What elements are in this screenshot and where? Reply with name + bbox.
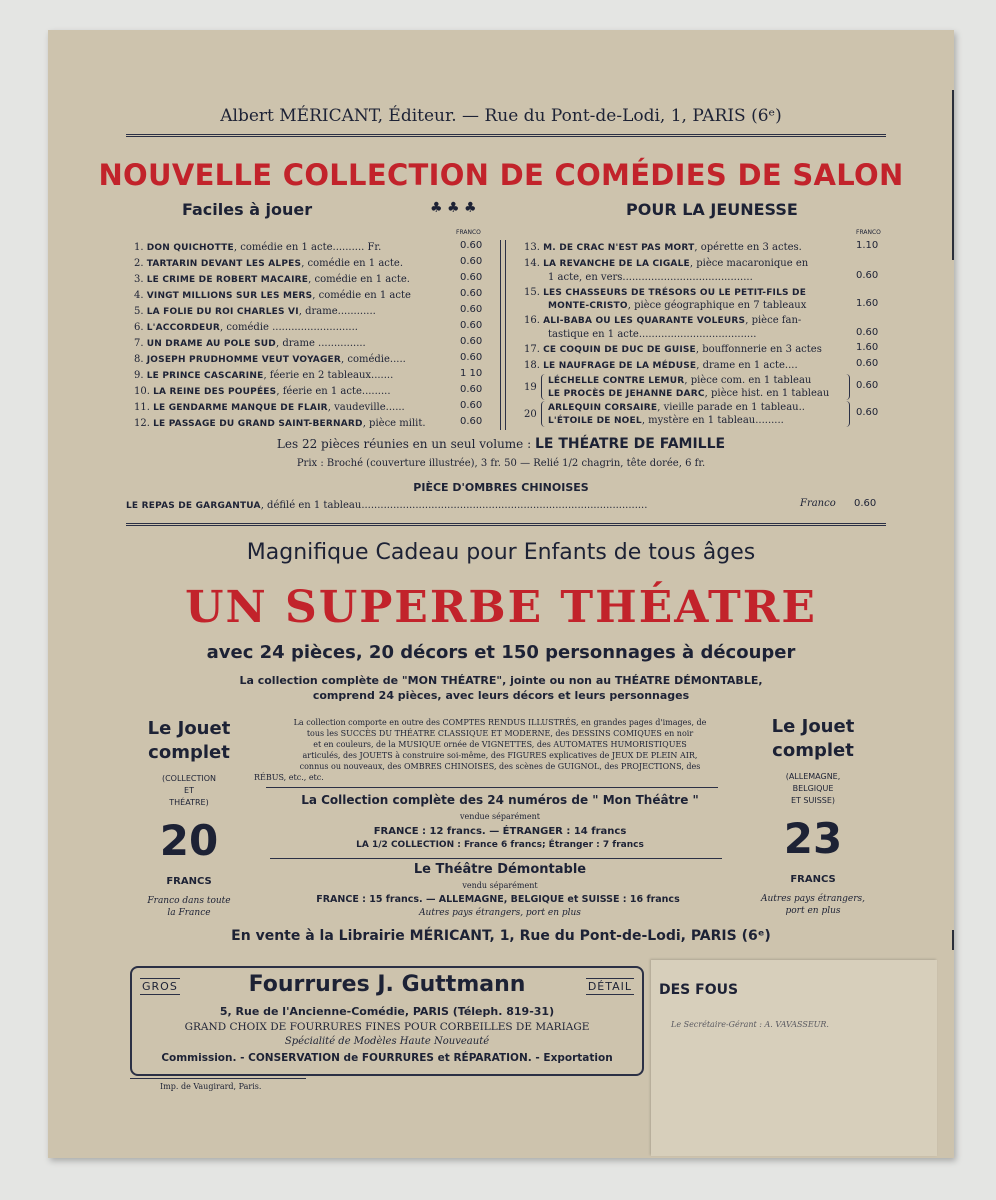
fur-line1: GRAND CHOIX DE FOURRURES FINES POUR CORBEILLES DE MARIAGE [184, 1021, 590, 1033]
gerant-line: Le Secrétaire-Gérant : A. VAVASSEUR. [671, 1020, 829, 1029]
list-item: 18. LE NAUFRAGE DE LA MÉDUSE, drame en 1 acte.... [524, 360, 798, 371]
list-item: 16. ALI-BABA OU LES QUARANTE VOLEURS, pièce fan- [524, 315, 802, 326]
list-item: L'ÉTOILE DE NOEL, mystère en 1 tableau......... [548, 415, 784, 426]
list-item-price: 0.60 [460, 304, 483, 315]
list-item-price: 0.60 [460, 352, 483, 363]
list-item: 1. DON QUICHOTTE, comédie en 1 acte.......... Fr. [134, 242, 382, 253]
desc-line: RÉBUS, etc., etc. [254, 773, 324, 782]
jouet-note: THÉATRE) [169, 798, 209, 807]
list-item: 11. LE GENDARME MANQUE DE FLAIR, vaudeville...... [134, 402, 405, 413]
price-note: Franco dans toute [147, 896, 231, 906]
list-item-price: 0.60 [856, 270, 879, 281]
list-item-price: 0.60 [460, 400, 483, 411]
list-item-price: 0.60 [856, 407, 879, 418]
list-item-price: 0.60 [460, 272, 483, 283]
list-item: 8. JOSEPH PRUDHOMME VEUT VOYAGER, comédie..... [134, 354, 406, 365]
collection-right-subtitle: POUR LA JEUNESSE [626, 200, 798, 219]
demontable-note: Autres pays étrangers, port en plus [419, 908, 581, 918]
half-collection-price: LA 1/2 COLLECTION : France 6 francs; Étranger : 7 francs [356, 840, 644, 850]
fur-line3: Commission. - CONSERVATION de FOURRURES et RÉPARATION. - Exportation [161, 1052, 613, 1064]
theatre-subline: avec 24 pièces, 20 décors et 150 personnages à découper [206, 642, 796, 663]
jouet-title: Le Jouet [147, 718, 231, 739]
collection-left-subtitle: Faciles à jouer [182, 200, 313, 219]
gros-label: GROS [142, 980, 178, 993]
list-item-number: 20 [524, 409, 537, 420]
jouet-note: BELGIQUE [792, 784, 834, 793]
list-item: 4. VINGT MILLIONS SUR LES MERS, comédie en 1 acte [134, 290, 411, 301]
fur-shop-name: Fourrures J. Guttmann [248, 972, 526, 997]
jouet-title-2: complet [148, 742, 230, 763]
theatre-collection-line2: comprend 24 pièces, avec leurs décors et leurs personnages [312, 689, 690, 702]
list-item-price: 0.60 [460, 320, 483, 331]
jouet-note: ET [184, 786, 194, 795]
gargantua-item: LE REPAS DE GARGANTUA, défilé en 1 tableau.......................................................................................... [126, 500, 648, 511]
brace-20-right [845, 401, 850, 427]
price-number: 20 [159, 816, 219, 865]
jouet-note: (ALLEMAGNE, [785, 772, 841, 781]
collection-price: FRANCE : 12 francs. — ÉTRANGER : 14 francs [373, 826, 627, 837]
list-item: 17. CE COQUIN DE DUC DE GUISE, bouffonnerie en 3 actes [524, 344, 822, 355]
price-note: la France [167, 908, 211, 918]
publisher-header: Albert MÉRICANT, Éditeur. — Rue du Pont-de-Lodi, 1, PARIS (6ᵉ) [220, 106, 782, 126]
list-item: 6. L'ACCORDEUR, comédie ........................... [134, 322, 358, 333]
list-item: LE PROCÈS DE JEHANNE DARC, pièce hist. en 1 tableau [548, 388, 830, 399]
magazine-back-cover [48, 30, 954, 1158]
list-item: 15. LES CHASSEURS DE TRÉSORS OU LE PETIT-FILS DE [524, 287, 807, 298]
price-currency: FRANCS [790, 874, 836, 885]
list-item-price: 0.60 [856, 380, 879, 391]
list-item-continued: 1 acte, en vers......................................... [548, 272, 753, 283]
list-item: 14. LA REVANCHE DE LA CIGALE, pièce macaronique en [524, 258, 809, 269]
ombres-title: PIÈCE D'OMBRES CHINOISES [413, 481, 589, 494]
price-currency: FRANCS [166, 876, 212, 887]
demontable-price: FRANCE : 15 francs. — ALLEMAGNE, BELGIQUE et SUISSE : 16 francs [316, 894, 680, 905]
list-item-price: 0.60 [460, 240, 483, 251]
jouet-title-2: complet [772, 740, 854, 761]
theatre-tagline: Magnifique Cadeau pour Enfants de tous âges [246, 540, 756, 565]
list-item: 5. LA FOLIE DU ROI CHARLES VI, drame............ [134, 306, 376, 317]
column-divider [500, 240, 506, 430]
list-item-number: 19 [524, 382, 537, 393]
list-item: 12. LE PASSAGE DU GRAND SAINT-BERNARD, pièce milit. [134, 418, 426, 429]
list-item: 9. LE PRINCE CASCARINE, féerie en 2 tableaux....... [134, 370, 394, 381]
collection-title-line: La Collection complète des 24 numéros de " Mon Théâtre " [301, 793, 699, 807]
list-item-price: 1.60 [856, 298, 879, 309]
list-item-price: 0.60 [856, 358, 879, 369]
price-note: port en plus [785, 906, 841, 916]
list-item-price: 0.60 [460, 384, 483, 395]
imprint: Imp. de Vaugirard, Paris. [160, 1082, 262, 1091]
list-item: 13. M. DE CRAC N'EST PAS MORT, opérette en 3 actes. [524, 242, 802, 253]
brace-19 [541, 374, 546, 400]
list-item-price: 1.60 [856, 342, 879, 353]
list-item: 10. LA REINE DES POUPÉES, féerie en 1 acte......... [134, 386, 391, 397]
pasted-label [651, 960, 937, 1156]
theatre-headline: UN SUPERBE THÉATRE [185, 582, 817, 633]
demontable-rule [270, 858, 722, 859]
detail-label: DÉTAIL [587, 980, 632, 993]
list-item: 2. TARTARIN DEVANT LES ALPES, comédie en 1 acte. [134, 258, 404, 269]
list-item-continued: MONTE-CRISTO, pièce géographique en 7 tableaux [548, 300, 807, 311]
fur-line2: Spécialité de Modèles Haute Nouveauté [284, 1036, 490, 1047]
list-item-price: 0.60 [460, 336, 483, 347]
sales-line: En vente à la Librairie MÉRICANT, 1, Rue du Pont-de-Lodi, PARIS (6ᵉ) [231, 928, 771, 944]
franco-label-right: FRANCO [856, 229, 881, 236]
desc-line: connus ou nouveaux, des OMBRES CHINOISES, des scènes de GUIGNOL, des PROJECTIONS, des [299, 762, 701, 771]
fur-address: 5, Rue de l'Ancienne-Comédie, PARIS (Téleph. 819-31) [219, 1005, 555, 1018]
price-note: Autres pays étrangers, [761, 894, 865, 904]
list-item: LÉCHELLE CONTRE LEMUR, pièce com. en 1 tableau [548, 375, 812, 386]
ornament-icon: ♣ ♣ ♣ [430, 200, 477, 216]
list-item: 7. UN DRAME AU POLE SUD, drame ............... [134, 338, 366, 349]
list-item-price: 1.10 [856, 240, 879, 251]
list-item-price: 0.60 [856, 327, 879, 338]
jouet-note: ET SUISSE) [790, 796, 836, 805]
collection-rule [266, 787, 718, 788]
prix-line: Prix : Broché (couverture illustrée), 3 fr. 50 — Relié 1/2 chagrin, tête dorée, 6 fr. [296, 458, 706, 469]
collection-sub: vendue séparément [460, 812, 540, 821]
list-item-price: 0.60 [460, 256, 483, 267]
franco-label-left: FRANCO [456, 229, 481, 236]
volume-line: Les 22 pièces réunies en un seul volume : LE THÉATRE DE FAMILLE [276, 436, 726, 452]
list-item-price: 0.60 [460, 288, 483, 299]
desc-line: La collection comporte en outre des COMPTES RENDUS ILLUSTRÉS, en grandes pages d'images, de [293, 718, 707, 727]
list-item-price: 1 10 [460, 368, 483, 379]
brace-19-right [845, 374, 850, 400]
pasted-title: DES FOUS [659, 982, 739, 998]
list-item: ARLEQUIN CORSAIRE, vieille parade en 1 tableau.. [548, 402, 805, 413]
list-item: 3. LE CRIME DE ROBERT MACAIRE, comédie en 1 acte. [134, 274, 410, 285]
gargantua-franco: Franco [800, 498, 836, 509]
jouet-note: (COLLECTION [161, 774, 217, 783]
gargantua-price: 0.60 [854, 498, 877, 509]
desc-line: et en couleurs, de la MUSIQUE ornée de VIGNETTES, des AUTOMATES HUMORISTIQUES [313, 740, 687, 749]
theatre-collection-line: La collection complète de "MON THÉATRE", jointe ou non au THÉATRE DÉMONTABLE, [239, 674, 763, 687]
header-rule [126, 134, 886, 137]
desc-line: articulés, des JOUETS à construire soi-même, des FIGURES explicatives de JEUX DE PLEIN AIR, [302, 751, 698, 760]
section-rule [126, 523, 886, 526]
collection-title: NOUVELLE COLLECTION DE COMÉDIES DE SALON [98, 158, 904, 192]
brace-20 [541, 401, 546, 427]
price-number: 23 [783, 814, 843, 863]
demontable-title: Le Théâtre Démontable [413, 862, 587, 877]
list-item-price: 0.60 [460, 416, 483, 427]
demontable-sub: vendu séparément [462, 881, 538, 890]
fur-advertisement [130, 966, 644, 1076]
list-item-continued: tastique en 1 acte..................................... [548, 329, 757, 340]
jouet-title: Le Jouet [771, 716, 855, 737]
desc-line: tous les SUCCÈS DU THÉATRE CLASSIQUE ET MODERNE, des DESSINS COMIQUES en noir [306, 729, 694, 738]
footer-rule [130, 1078, 306, 1079]
